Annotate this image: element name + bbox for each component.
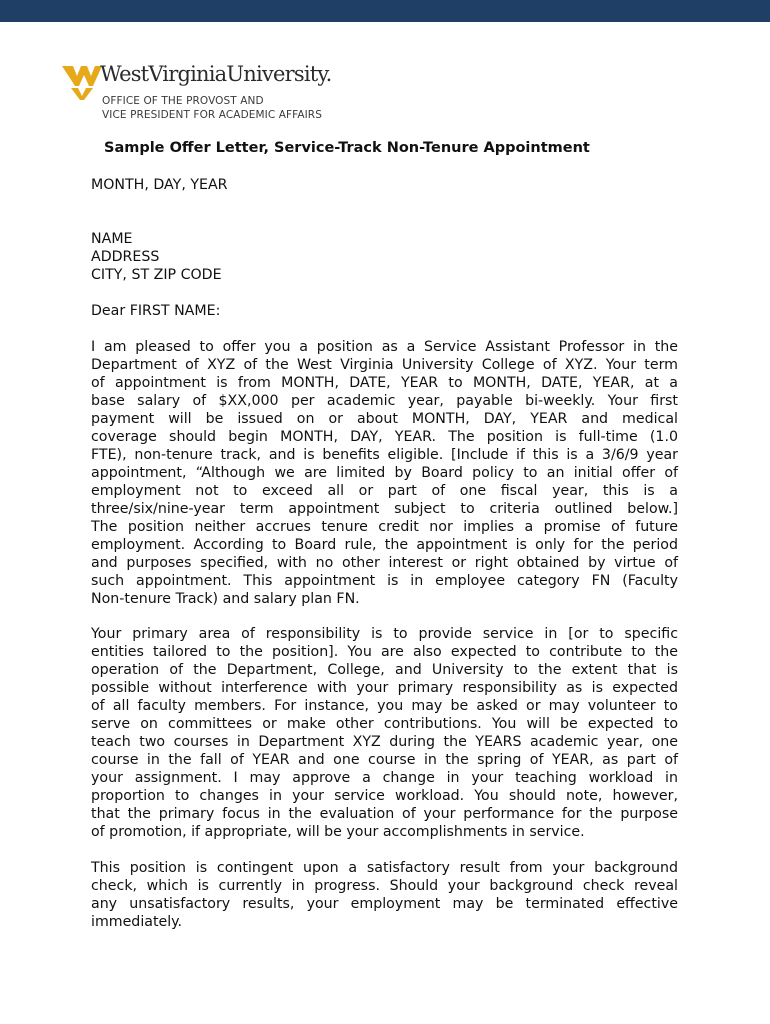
paragraph-line: any unsatisfactory results, your employment may be terminated effective [91,896,678,912]
paragraph-line: of appointment is from MONTH, DATE, YEAR to MONTH, DATE, YEAR, at a [91,375,678,391]
paragraph-line: appointment, “Although we are limited by Board policy to an initial offer of [91,465,678,481]
paragraph-line: check, which is currently in progress. Should your background check reveal [91,878,678,894]
paragraph-line: I am pleased to offer you a position as a Service Assistant Professor in the [91,339,678,355]
letter-date [91,176,678,194]
paragraph-line: teach two courses in Department XYZ during the YEARS academic year, one [91,734,678,750]
address-line: NAME [91,231,133,247]
wvu-logo [62,62,332,124]
paragraph-line: This position is contingent upon a satisfactory result from your background [91,860,678,876]
paragraph-line: FTE), non-tenure track, and is benefits eligible. [Include if this is a 3/6/9 year [91,447,678,463]
paragraph-line: proportion to changes in your service workload. You should note, however, [91,788,678,804]
paragraph-line: that the primary focus in the evaluation of your performance for the purpose [91,806,678,822]
paragraph-line: and purposes specified, with no other interest or right obtained by virtue of [91,555,678,571]
paragraph-responsibility [91,625,678,841]
paragraph-line: coverage should begin MONTH, DAY, YEAR. The position is full-time (1.0 [91,429,678,445]
top-bar [0,0,770,22]
document-title: Sample Offer Letter, Service-Track Non-Tenure Appointment [104,140,590,156]
salutation-line: Dear FIRST NAME: [91,303,221,319]
paragraph-line: three/six/nine-year term appointment subject to criteria outlined below.] [91,501,678,517]
paragraph-line: of promotion, if appropriate, will be your accomplishments in service. [91,824,585,840]
paragraph-line: Non-tenure Track) and salary plan FN. [91,591,360,607]
paragraph-line: serve on committees or make other contributions. You will be expected to [91,716,678,732]
recipient-address [91,230,678,284]
paragraph-line: employment not to exceed all or part of one fiscal year, this is a [91,483,678,499]
paragraph-line: operation of the Department, College, and University to the extent that is [91,662,678,678]
paragraph-line: Your primary area of responsibility is to provide service in [or to specific [91,626,678,642]
paragraph-background-check [91,859,678,931]
flying-wv-icon [62,66,102,100]
paragraph-line: possible without interference with your primary responsibility as is expected [91,680,678,696]
paragraph-line: of all faculty members. For instance, you may be asked or may volunteer to [91,698,678,714]
address-line: ADDRESS [91,249,160,265]
logo-subtitle-line-1: OFFICE OF THE PROVOST AND [102,95,264,107]
paragraph-line: employment. According to Board rule, the appointment is only for the period [91,537,678,553]
paragraph-line: base salary of $XX,000 per academic year, payable bi-weekly. Your first [91,393,678,409]
paragraph-line: Department of XYZ of the West Virginia University College of XYZ. Your term [91,357,678,373]
date-line: MONTH, DAY, YEAR [91,177,228,193]
paragraph-line: immediately. [91,914,183,930]
paragraph-line: course in the fall of YEAR and one course in the spring of YEAR, as part of [91,752,678,768]
paragraph-line: entities tailored to the position]. You are also expected to contribute to the [91,644,678,660]
paragraph-line: such appointment. This appointment is in employee category FN (Faculty [91,573,678,589]
address-line: CITY, ST ZIP CODE [91,267,222,283]
paragraph-line: payment will be issued on or about MONTH, DAY, YEAR and medical [91,411,678,427]
paragraph-line: your assignment. I may approve a change in your teaching workload in [91,770,678,786]
salutation [91,302,678,320]
logo-wordmark: WestVirginiaUniversity. [100,62,332,86]
paragraph-offer [91,338,678,608]
logo-subtitle-line-2: VICE PRESIDENT FOR ACADEMIC AFFAIRS [102,109,322,121]
paragraph-line: The position neither accrues tenure credit nor implies a promise of future [91,519,678,535]
